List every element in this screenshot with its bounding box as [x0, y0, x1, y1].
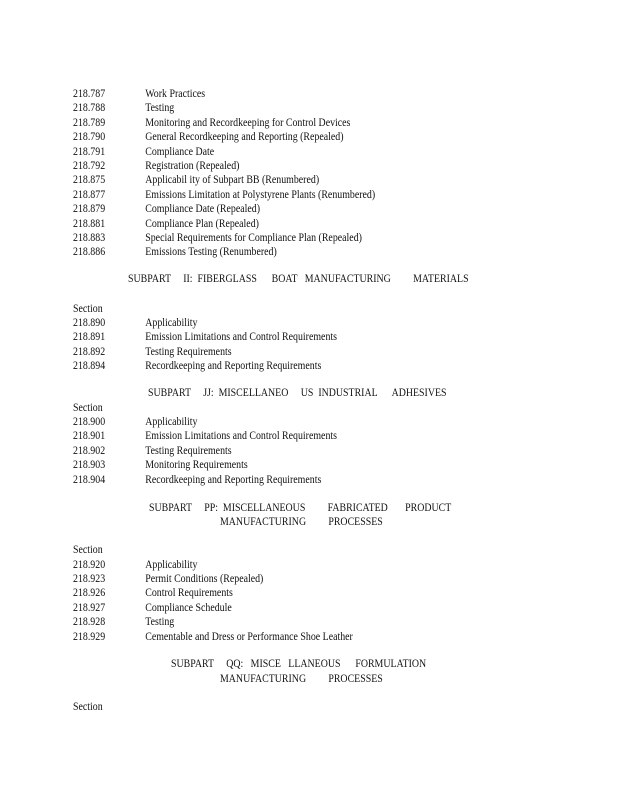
section-label: Section	[73, 544, 103, 556]
section-title: Testing	[145, 102, 175, 115]
section-title: Cementable and Dress or Performance Shoe Leather	[145, 630, 353, 643]
section-title: Emission Limitations and Control Requirements	[145, 430, 337, 443]
section-number: 218.788	[73, 102, 106, 115]
section-number: 218.902	[73, 444, 106, 457]
section-number: 218.928	[73, 616, 106, 629]
section-number: 218.879	[73, 203, 106, 216]
section-row	[73, 586, 233, 600]
section-number: 218.927	[73, 601, 106, 614]
section-title: Applicabil ity of Subpart BB (Renumbered)	[145, 174, 320, 187]
section-number: 218.892	[73, 345, 106, 358]
section-row	[73, 173, 319, 187]
section-row	[73, 330, 337, 344]
section-number: 218.929	[73, 630, 106, 643]
section-row	[73, 615, 174, 629]
section-number: 218.877	[73, 188, 106, 201]
section-row	[73, 231, 362, 245]
section-title: Testing	[145, 616, 175, 629]
section-label: Section	[73, 303, 103, 315]
section-title: Testing Requirements	[145, 345, 232, 358]
section-number: 218.790	[73, 131, 106, 144]
section-row	[73, 159, 239, 173]
section-number: 218.900	[73, 416, 106, 428]
section-row	[73, 572, 263, 586]
subpart-heading: SUBPART JJ: MISCELLANEO US INDUSTRIAL ADHESIVES	[148, 387, 447, 399]
section-row	[73, 345, 232, 359]
section-row	[73, 473, 321, 487]
section-row	[73, 116, 350, 130]
subpart-heading: SUBPART PP: MISCELLANEOUS FABRICATED PRODUCT	[149, 502, 452, 514]
section-title: General Recordkeeping and Reporting (Repealed)	[145, 131, 344, 144]
section-row	[73, 188, 375, 202]
section-title: Emissions Limitation at Polystyrene Plants (Renumbered)	[145, 188, 376, 201]
subpart-heading-continued: MANUFACTURING PROCESSES	[220, 673, 383, 685]
subpart-heading: SUBPART QQ: MISCE LLANEOUS FORMULATION	[171, 658, 427, 670]
section-number: 218.792	[73, 160, 106, 172]
section-row	[73, 101, 174, 115]
section-title: Compliance Date (Repealed)	[145, 203, 261, 216]
section-title: Recordkeeping and Reporting Requirements	[145, 360, 322, 373]
section-number: 218.890	[73, 317, 106, 329]
section-number: 218.789	[73, 116, 106, 129]
section-title: Recordkeeping and Reporting Requirements	[145, 473, 322, 486]
section-row	[73, 601, 232, 615]
section-title: Permit Conditions (Repealed)	[145, 572, 264, 585]
section-row	[73, 202, 260, 216]
section-row	[73, 145, 214, 159]
section-number: 218.886	[73, 246, 106, 259]
section-label: Section	[73, 701, 103, 713]
section-number: 218.920	[73, 558, 106, 571]
section-row	[73, 429, 337, 443]
section-row	[73, 359, 321, 373]
subpart-heading: SUBPART II: FIBERGLASS BOAT MANUFACTURING MATERIALS	[128, 273, 469, 285]
section-title: Work Practices	[145, 88, 206, 100]
section-row	[73, 245, 277, 259]
section-title: Monitoring Requirements	[145, 459, 248, 472]
section-row	[73, 444, 232, 458]
section-number: 218.901	[73, 430, 106, 443]
section-title: Emissions Testing (Renumbered)	[145, 246, 277, 259]
section-title: Applicability	[145, 416, 198, 428]
section-title: Compliance Plan (Repealed)	[145, 217, 259, 230]
section-number: 218.904	[73, 473, 106, 486]
section-title: Applicability	[145, 317, 198, 329]
section-number: 218.926	[73, 587, 106, 600]
section-title: Special Requirements for Compliance Plan (Repealed)	[145, 232, 362, 244]
section-number: 218.787	[73, 88, 106, 100]
section-row	[73, 630, 353, 644]
section-number: 218.875	[73, 174, 106, 187]
section-title: Applicability	[145, 558, 198, 571]
section-number: 218.881	[73, 217, 106, 230]
section-title: Emission Limitations and Control Requirements	[145, 331, 337, 344]
section-number: 218.894	[73, 360, 106, 373]
section-number: 218.883	[73, 232, 106, 244]
section-title: Control Requirements	[145, 587, 233, 600]
section-row	[73, 130, 344, 144]
section-row	[73, 87, 205, 101]
section-title: Monitoring and Recordkeeping for Control Devices	[145, 116, 351, 129]
section-row	[73, 558, 197, 572]
section-title: Compliance Date	[145, 145, 215, 158]
section-row	[73, 316, 197, 330]
section-row	[73, 415, 197, 429]
section-row	[73, 458, 248, 472]
section-title: Compliance Schedule	[145, 601, 232, 614]
section-number: 218.903	[73, 459, 106, 472]
section-title: Testing Requirements	[145, 444, 232, 457]
section-title: Registration (Repealed)	[145, 160, 240, 172]
section-row	[73, 217, 259, 231]
subpart-heading-continued: MANUFACTURING PROCESSES	[220, 516, 383, 528]
section-label: Section	[73, 402, 103, 414]
section-number: 218.923	[73, 572, 106, 585]
section-number: 218.791	[73, 145, 106, 158]
section-number: 218.891	[73, 331, 106, 344]
